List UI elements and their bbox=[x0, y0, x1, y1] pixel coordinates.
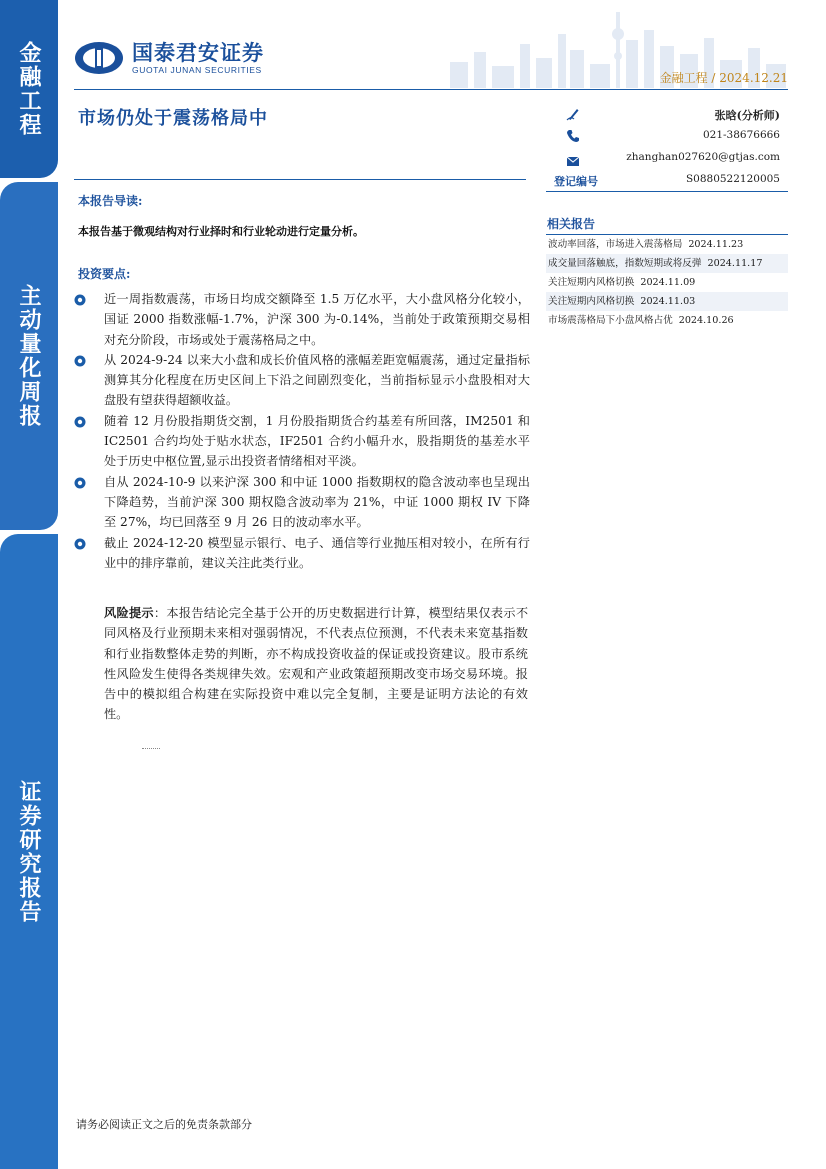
guide-divider bbox=[74, 179, 526, 180]
strip-report-series: 主动量化周报 bbox=[0, 182, 58, 530]
strip-report-type: 证券研究报告 bbox=[0, 534, 58, 1169]
reg-number: S0880522120005 bbox=[685, 173, 780, 185]
list-item: 从 2024-9-24 以来大小盘和成长价值风格的涨幅差距宽幅震荡，通过定量指标测算其分化程度在历史区间上下沿之间剧烈变化，当前指标显示小盘股相对大盘股有望获得超额收益。 bbox=[72, 350, 530, 411]
related-reports-heading: 相关报告 bbox=[547, 217, 596, 231]
investment-points-list bbox=[72, 289, 530, 573]
related-report-item[interactable]: 关注短期内风格切换 2024.11.09 bbox=[548, 277, 696, 288]
guide-summary: 本报告基于微观结构对行业择时和行业轮动进行定量分析。 bbox=[78, 225, 364, 238]
analyst-info bbox=[546, 104, 788, 192]
analyst-phone: 021-38676666 bbox=[702, 129, 780, 141]
header-divider bbox=[74, 89, 788, 90]
list-item: 截止 2024-12-20 模型显示银行、电子、通信等行业抛压相对较小，在所有行业中的排序靠前，建议关注此类行业。 bbox=[72, 533, 530, 574]
company-logo bbox=[74, 41, 264, 75]
pen-icon bbox=[566, 107, 580, 121]
list-item: 近一周指数震荡，市场日均成交额降至 1.5 万亿水平，大小盘风格分化较小，国证 2000 指数涨幅-1.7%，沪深 300 为-0.14%，当前处于政策预期交易相对充分阶段，市场或处于震荡格局之中。 bbox=[72, 289, 530, 350]
list-item: 随着 12 月份股指期货交割，1 月份股指期货合约基差有所回落，IM2501 和 IC2501 合约均处于贴水状态，IF2501 合约小幅升水，股指期货的基差水平处于历史中枢位置,显示出投资者情绪相对平淡。 bbox=[72, 411, 530, 472]
analyst-reg-row bbox=[546, 170, 788, 192]
bullet-icon bbox=[74, 477, 86, 489]
dotted-mark bbox=[142, 748, 160, 749]
bullet-icon bbox=[74, 355, 86, 367]
analyst-name-row bbox=[546, 104, 788, 126]
reg-label: 登记编号 bbox=[554, 175, 598, 188]
related-report-item[interactable]: 成交量回落触底，指数短期或将反弹 2024.11.17 bbox=[546, 254, 788, 273]
related-report-item[interactable]: 关注短期内风格切换 2024.11.03 bbox=[546, 292, 788, 311]
mail-icon bbox=[566, 154, 580, 168]
investment-heading: 投资要点: bbox=[78, 267, 131, 281]
analyst-name: 张晗(分析师) bbox=[714, 109, 780, 122]
risk-text: ：本报告结论完全基于公开的历史数据进行计算，模型结果仅表示不同风格及行业预期未来相对强弱情况，不代表点位预测，不代表未来宽基指数和行业指数整体走势的判断，亦不构成投资收益的保证或投资建议。股市系统性风险发生使得各类规律失效。宏观和产业政策超预期改变市场交易环境。报告中的模拟组合构建在实际投资中难以完全复制，主要是证明方法论的有效性。 bbox=[104, 606, 529, 722]
disclaimer-footer: 请务必阅读正文之后的免责条款部分 bbox=[76, 1118, 252, 1131]
report-title: 市场仍处于震荡格局中 bbox=[78, 108, 268, 129]
related-report-item[interactable]: 市场震荡格局下小盘风格占优 2024.10.26 bbox=[548, 315, 734, 326]
list-item: 自从 2024-10-9 以来沪深 300 和中证 1000 指数期权的隐含波动率也呈现出下降趋势，当前沪深 300 期权隐含波动率为 21%，中证 1000 期权 IV 下降至 27%，均已回落至 9 月 26 日的波动率水平。 bbox=[72, 472, 530, 533]
analyst-email[interactable]: zhanghan027620@gtjas.com bbox=[626, 151, 780, 163]
related-reports-list bbox=[546, 235, 788, 330]
bullet-icon bbox=[74, 538, 86, 550]
logo-name-cn: 国泰君安证券 bbox=[132, 41, 264, 65]
phone-icon bbox=[566, 129, 580, 143]
logo-name-en: GUOTAI JUNAN SECURITIES bbox=[132, 65, 262, 75]
strip-category: 金融工程 bbox=[0, 0, 58, 178]
guide-heading: 本报告导读: bbox=[78, 194, 143, 208]
header-category-date: 金融工程 / 2024.12.21 bbox=[659, 71, 788, 85]
risk-warning bbox=[104, 603, 528, 725]
analyst-divider bbox=[546, 191, 788, 192]
analyst-phone-row bbox=[546, 126, 788, 148]
bullet-icon bbox=[74, 294, 86, 306]
logo-emblem-icon bbox=[74, 41, 124, 75]
left-side-strip bbox=[0, 0, 58, 1169]
related-report-item[interactable]: 波动率回落，市场进入震荡格局 2024.11.23 bbox=[548, 239, 744, 250]
analyst-email-row bbox=[546, 148, 788, 170]
risk-label: 风险提示 bbox=[104, 606, 154, 620]
bullet-icon bbox=[74, 416, 86, 428]
